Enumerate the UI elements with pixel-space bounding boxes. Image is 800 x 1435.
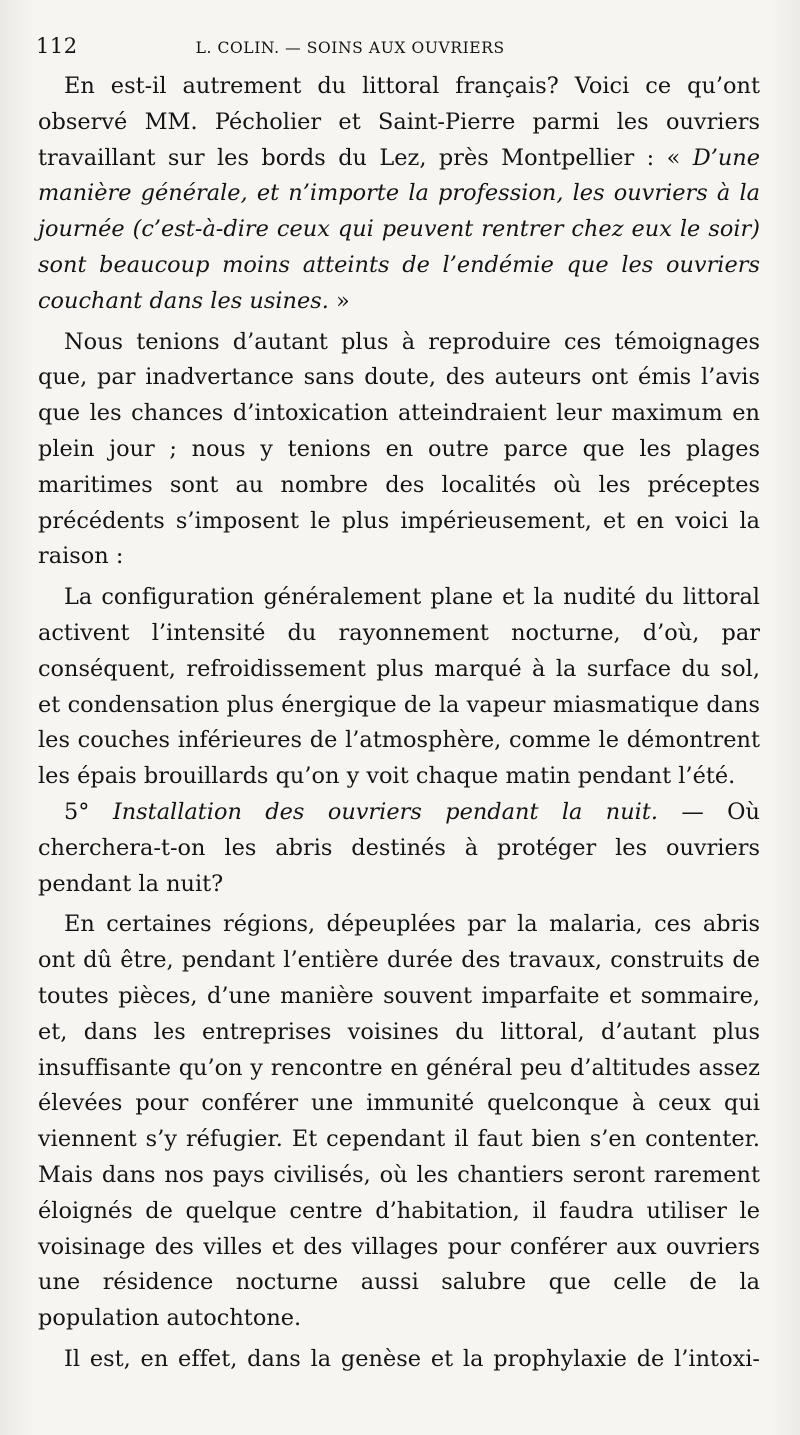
paragraph-text: »: [328, 287, 350, 314]
paragraph-configuration: La configuration généralement plane et la nudité du littoral activent l’intensité du rayonnement nocturne, d’où, par conséquent, refroidissement plus marqué à la surface du sol, et condensation plus énergique de la vapeur miasmatique dans les couches inférieures de l’atmosphère, comme le démontrent les épais brouillards qu’on y voit chaque matin pendant l’été.: [38, 584, 760, 790]
paragraph-testimony-reason: Nous tenions d’autant plus à reproduire ces témoignages que, par inadvertance sans doute, des auteurs ont émis l’avis que les chances d’intoxication atteindraient leur maximum en plein jour ; nous y tenions en outre parce que les plages maritimes sont au nombre des localités où les préceptes précédents s’imposent le plus impérieusement, et en voici la raison :: [38, 328, 760, 570]
section-title-italic: Installation des ouvriers pendant la nuit.: [112, 798, 658, 825]
paragraph-text: En est-il autrement du littoral français? Voici ce qu’ont observé MM. Pécholier et Saint-Pierre parmi les ouvriers travaillant sur les bords du Lez, près Montpellier : «: [38, 73, 760, 171]
paragraph-littoral-testimony: [38, 69, 760, 320]
section-number: 5°: [64, 798, 113, 825]
paragraph-shelters: En certaines régions, dépeuplées par la malaria, ces abris ont dû être, pendant l’entière durée des travaux, construits de toutes pièces, d’une manière souvent imparfaite et sommaire, et, dans les entreprises voisines du littoral, d’autant plus insuffisante qu’on y rencontre en général peu d’altitudes assez élevées pour conférer une immunité quelconque à ceux qui viennent s’y réfugier. Et cependant il faut bien s’en contenter. Mais dans nos pays civilisés, où les chantiers seront rarement éloignés de quelque centre d’habitation, il faudra utiliser le voisinage des villes et des villages pour conférer aux ouvriers une résidence nocturne aussi salubre que celle de la population autochtone.: [38, 911, 760, 1332]
running-title: L. COLIN. — SOINS AUX OUVRIERS: [195, 39, 505, 57]
paragraph-genesis: Il est, en effet, dans la genèse et la prophylaxie de l’intoxi-: [64, 1345, 760, 1372]
body-text: [38, 69, 760, 1378]
paragraph-quote-italic: D’une manière générale, et n’importe la profession, les ouvriers à la journée (c’est-à-dire ceux qui peuvent rentrer chez eux le soir) sont beaucoup moins atteints de l’endémie que les ouvriers couchant dans les usines.: [38, 144, 760, 314]
running-header: [36, 34, 760, 64]
page-number: 112: [36, 34, 78, 58]
paragraph-text: — Où cherchera-t-on les abris destinés à protéger les ouvriers pendant la nuit?: [38, 798, 760, 897]
paragraph-section-5-heading: [38, 795, 760, 902]
